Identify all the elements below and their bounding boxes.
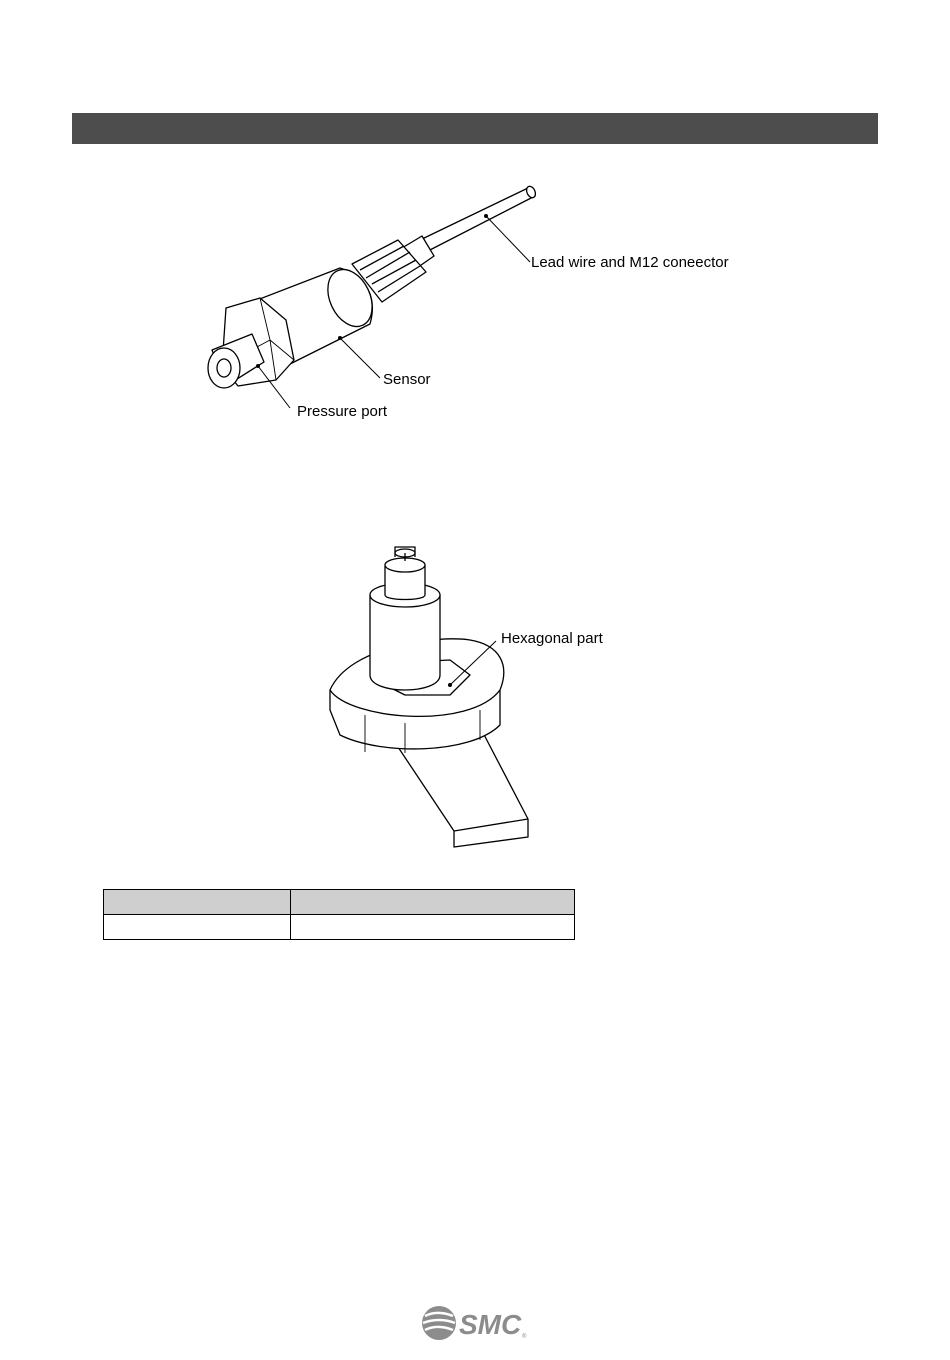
wrench-illustration (320, 545, 630, 855)
table-cell (291, 915, 575, 940)
table-header-cell (291, 890, 575, 915)
sensor-callout: Sensor (383, 371, 431, 388)
svg-text:SMC: SMC (459, 1309, 522, 1340)
hexagonal-part-callout: Hexagonal part (501, 630, 603, 647)
smc-logo (421, 1303, 531, 1343)
lead-wire-callout: Lead wire and M12 coneector (531, 254, 729, 271)
svg-text:®: ® (522, 1334, 527, 1340)
table-header-cell (104, 890, 291, 915)
sensor-illustration (190, 180, 750, 430)
table-row (104, 915, 575, 940)
pressure-port-callout: Pressure port (297, 403, 388, 420)
table-header-row (104, 890, 575, 915)
table-cell (104, 915, 291, 940)
spec-table (103, 889, 575, 940)
section-header-bar (72, 113, 878, 144)
